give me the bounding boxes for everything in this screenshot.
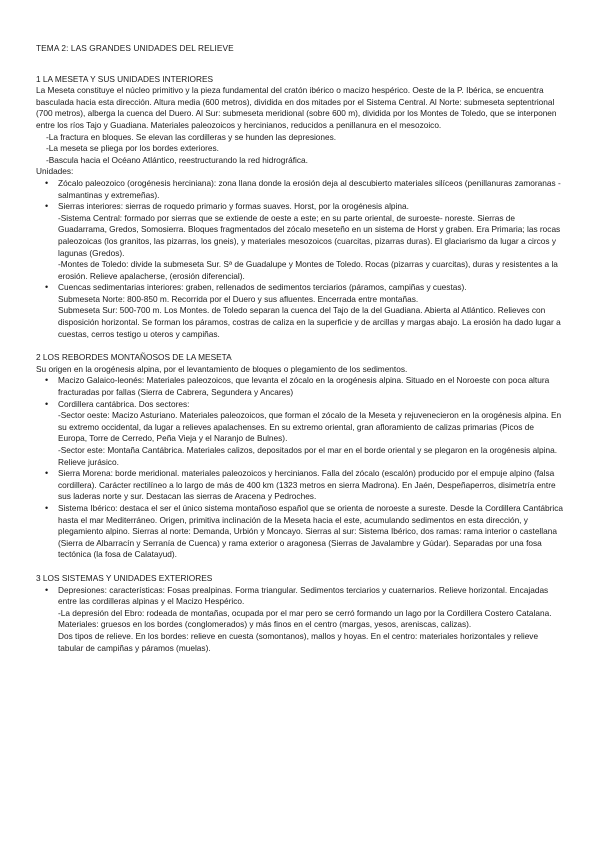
- section-heading: 1 LA MESETA Y SUS UNIDADES INTERIORES: [36, 73, 214, 84]
- rebordes-list: [36, 375, 564, 561]
- list-item-text: • Depresiones: características: Fosas prealpinas. Forma triangular. Sedimentos terciarios y cuaternarios. Relieve horizontal. Encajadas entre las cordilleras alpinas y el Macizo Hespérico.: [58, 584, 549, 607]
- list-item: [36, 585, 564, 655]
- list-subitem: -Sistema Central: formado por sierras que se extiende de oeste a este; en su parte oriental, de suroeste- noreste. Sierras de Guadarrama, Gredos, Somosierra. Bloques fragmentados del zócalo meseteño en un sistema de Horst y graben. Era Primaria; las rocas paleozoicas (los granitos, las pizarras, los gneis), y materiales mesozoicos (cuarcitas, pizarras duras). El glaciarismo da lugar a circos y lagunas (Gredos).: [58, 212, 561, 258]
- list-subitem: -Montes de Toledo: divide la submeseta Sur. Sª de Guadalupe y Montes de Toledo. Rocas (pizarras y cuarcitas), duras y resistentes a la erosión. Relieve apalacherse, (erosión diferencial).: [58, 259, 558, 281]
- section-intro: La Meseta constituye el núcleo primitivo y la pieza fundamental del cratón ibérico o macizo hespérico. Oeste de la P. Ibérica, se encuentra basculada hacia esta dirección. Altura media (600 metros), dividida en dos mitades por el Sistema Central. Al Norte: submeseta septentrional (700 metros), alberga la cuenca del Duero. Al Sur: submeseta meridional (sobre 600 m), dividida por los Montes de Toledo, que se interponen entre los ríos Tajo y Guadiana. Materiales paleozoicos y hercinianos, reducidos a penillanura en el mesozoico.: [36, 85, 557, 130]
- list-item-text: • Macizo Galaico-leonés: Materiales paleozoicos, que levanta el zócalo en la orogénesis alpina. Situado en el Noroeste con poca altura fracturadas por fallas (Sierra de Cabrera, Segundera y Ancares): [58, 375, 550, 398]
- list-subitem: -La depresión del Ebro: rodeada de montañas, ocupada por el mar pero se cerró formando un lago por la Cordillera Costero Catalana. Materiales: gruesos en los bordes (conglomerados) y más finos en el centro (margas, yesos, areniscas, calizas).: [58, 607, 552, 630]
- list-item-text: • Zócalo paleozoico (orogénesis herciniana): zona llana donde la erosión deja al descubierto materiales silíceos (penillanuras zamoranas - salmantinas y extremeñas).: [58, 177, 561, 200]
- list-item-text: • Cordillera cantábrica. Dos sectores:: [58, 398, 190, 409]
- list-item: [36, 399, 564, 469]
- section-meseta: [36, 74, 564, 341]
- list-subitem: Submeseta Norte: 800-850 m. Recorrida por el Duero y sus afluentes. Encerrada entre montañas.: [58, 293, 419, 304]
- list-item: [36, 282, 564, 340]
- point-item: -Bascula hacia el Océano Atlántico, reestructurando la red hidrográfica.: [46, 154, 308, 165]
- list-item-text: • Sistema Ibérico: destaca el ser el único sistema montañoso español que se orienta de noroeste a sureste. Desde la Cordillera Cantábrica hasta el mar Mediterráneo. Origen, primitiva inclinación de la Meseta hacia el este, acumulando sedimentos en esta dirección, y plegamiento alpino. Sierras al norte: Demanda, Urbión y Moncayo. Sierras al sur: Sistema Ibérico, dos ramas: rama interior o castellana (Sierra de Albarracín y Serranía de Cuenca) y rama exterior o aragonesa (Sierras de Javalambre y Gúdar). Separadas por una fosa tectónica (la fosa de Calatayud).: [58, 502, 564, 560]
- list-item: [36, 468, 564, 503]
- section-sistemas-exteriores: [36, 573, 564, 654]
- list-item-text: • Sierra Morena: borde meridional. materiales paleozoicos y hercinianos. Falla del zócalo (escalón) producido por el empuje alpino (falsa cordillera). Carácter rectilíneo a lo largo de más de 400 km (1323 metros en sierra Madrona). En Jaén, Despeñaperros, disimetría entre sus laderas norte y sur. Destacan las sierras de Aracena y Pedroches.: [58, 468, 556, 502]
- list-item-text: • Cuencas sedimentarias interiores: graben, rellenados de sedimentos terciarios (páramos, campiñas y cuestas).: [58, 282, 467, 293]
- section-intro: Su origen en la orogénesis alpina, por el levantamiento de bloques o plegamiento de los sedimentos.: [36, 363, 408, 374]
- point-item: -La fractura en bloques. Se elevan las cordilleras y se hunden las depresiones.: [46, 131, 337, 142]
- section-heading: 3 LOS SISTEMAS Y UNIDADES EXTERIORES: [36, 572, 213, 583]
- units-list: [36, 178, 564, 340]
- list-subitem: Dos tipos de relieve. En los bordes: relieve en cuesta (somontanos), mallos y hoyas. En el centro: materiales horizontales y relieve tabular de campiñas y páramos (muelas).: [58, 630, 539, 653]
- list-item: [36, 503, 564, 561]
- list-item: [36, 375, 564, 398]
- list-item: [36, 201, 564, 282]
- list-subitem: -Sector oeste: Macizo Asturiano. Materiales paleozoicos, que forman el zócalo de la Meseta y rejuvenecieron en la orogénesis alpina. En su extremo occidental, da lugar a relieves apalachenses. En su extremo oriental, gran afloramiento de calizas primarias (Picos de Europa, Torre de Cerredo, Peña Vieja y el Naranjo de Bulnes).: [58, 410, 562, 444]
- list-item: [36, 178, 564, 201]
- list-item-text: • Sierras interiores: sierras de roquedo primario y formas suaves. Horst, por la orogénesis alpina.: [58, 201, 409, 212]
- exteriores-list: [36, 585, 564, 655]
- section-rebordes: [36, 352, 564, 561]
- list-subitem: -Sector este: Montaña Cantábrica. Materiales calizos, depositados por el mar en el borde oriental y se plegaron en la orogénesis alpina. Relieve jurásico.: [58, 445, 558, 467]
- point-item: -La meseta se pliega por los bordes exteriores.: [46, 143, 219, 154]
- list-subitem: Submeseta Sur: 500-700 m. Los Montes. de Toledo separan la cuenca del Tajo de la del Guadiana. Abierta al Atlántico. Relieves con disposición horizontal. Se forman los páramos, costras de caliza en la superficie y de arcillas y margas abajo. La erosión ha dado lugar a cuestas, cerros testigo u oteros y campiñas.: [58, 305, 561, 339]
- section-heading: 2 LOS REBORDES MONTAÑOSOS DE LA MESETA: [36, 352, 232, 363]
- document-content: [36, 43, 564, 666]
- document-title: TEMA 2: LAS GRANDES UNIDADES DEL RELIEVE: [36, 43, 234, 53]
- units-label: Unidades:: [36, 166, 74, 177]
